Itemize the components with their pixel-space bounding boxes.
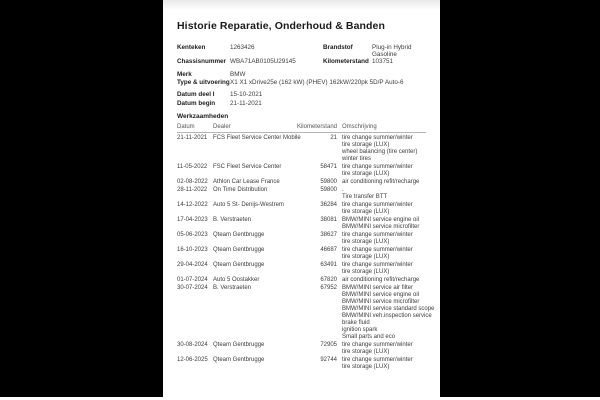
work-descriptions [342,232,426,246]
work-descriptions [342,217,426,231]
datum-begin-value: 21-11-2021 [230,100,262,107]
merk-label: Merk [177,71,192,78]
work-description-line: brake fluid [342,320,370,326]
work-description-line: tire storage (LUX) [342,364,390,370]
table-row [177,164,426,178]
work-description-line: tire change summer/winter [342,357,413,363]
table-row [177,217,426,231]
work-dealer: Qteam Gentbrugge [213,357,265,363]
work-km: 72905 [320,342,337,348]
work-description-line: wheel balancing (tire center) [342,149,418,155]
work-description-line: tire storage (LUX) [342,239,390,245]
kenteken-value: 1263426 [230,44,255,51]
table-row [177,342,426,356]
work-dealer: Auto 5 St- Denijs-Westrem [213,202,284,208]
header-dealer: Dealer [213,124,231,130]
work-description-line: Tire transfer BTT [342,194,388,200]
work-description-line: tire change summer/winter [342,262,413,268]
work-dealer: Auto 5 Oostakker [213,277,260,283]
kenteken-label: Kenteken [177,44,206,51]
table-row [177,357,426,371]
info-row [177,44,426,58]
work-km: 63491 [320,262,337,268]
work-description-line: tire storage (LUX) [342,171,390,177]
work-km: 67952 [320,285,337,291]
work-descriptions [342,164,426,178]
work-date: 11-05-2022 [177,164,208,170]
work-dealer: Qteam Gentbrugge [213,232,265,238]
work-descriptions [342,135,426,163]
header-omschrijving: Omschrijving [342,124,377,130]
work-date: 02-08-2022 [177,179,208,185]
work-descriptions [342,262,426,276]
brandstof-label: Brandstof [323,44,353,51]
work-km: 46687 [320,247,337,253]
work-dealer: Athlon Car Lease France [213,179,280,185]
datum-begin-label: Datum begin [177,100,216,107]
work-description-line: BMW/MINI service engine oil [342,292,420,298]
section-title-werkzaamheden: Werkzaamheden [177,113,229,120]
work-descriptions [342,247,426,261]
brandstof-value: Plug-in Hybrid Gasoline [372,44,412,58]
work-description-line: tire change summer/winter [342,232,413,238]
table-row [177,187,426,201]
work-description-line: BMW/MINI service microfilter [342,224,420,230]
kilometerstand-value: 103751 [372,58,394,65]
work-dealer: FSC Fleet Service Center [213,164,282,170]
work-description-line: air conditioning refit/recharge [342,179,420,185]
work-dealer: On Time Distribution [213,187,268,193]
work-descriptions [342,285,435,341]
work-date: 28-11-2022 [177,187,208,193]
info-row [177,71,426,78]
work-km: 92744 [320,357,337,363]
info-row [177,100,426,107]
work-descriptions [342,357,426,371]
work-date: 17-04-2023 [177,217,208,223]
header-kilometerstand: Kilometerstand [296,124,337,130]
work-date: 12-06-2025 [177,357,208,363]
header-datum: Datum [177,124,195,130]
kilometerstand-label: Kilometerstand [323,58,369,65]
info-row [177,79,426,86]
work-description-line: tire storage (LUX) [342,142,390,148]
work-description-line: BMW/MINI service standard scope [342,306,435,312]
work-description-line: Small parts and eco [342,334,396,340]
work-date: 30-07-2024 [177,285,208,291]
work-descriptions [342,342,426,356]
work-description-line: tire storage (LUX) [342,349,390,355]
work-description-line: tire change summer/winter [342,342,413,348]
table-row [177,262,426,276]
work-descriptions [342,202,426,216]
work-description-line: BMW/MINI veh.inspection service [342,313,432,319]
work-date: 21-11-2021 [177,135,208,141]
work-date: 30-08-2024 [177,342,208,348]
datum-deel1-value: 15-10-2021 [230,91,263,98]
work-dealer: B. Verstraeten [213,217,252,223]
table-row [177,135,426,163]
work-description-line: tire change summer/winter [342,202,413,208]
type-uitvoering-value: X1 X1 xDrive25e (162 kW) (PHEV) 162kW/220pk 5D/P Auto-6 [230,79,404,86]
work-date: 16-10-2023 [177,247,208,253]
work-km: 21 [330,135,337,141]
work-dealer: FCS Fleet Service Center Mobile [213,135,301,141]
table-header-row [177,124,426,133]
work-description-line: tire storage (LUX) [342,209,390,215]
chassisnummer-value: WBA71AB0105U29145 [230,58,296,65]
table-row [177,285,435,341]
work-date: 14-12-2022 [177,202,208,208]
work-dealer: Qteam Gentbrugge [213,247,265,253]
work-description-line: BMW/MINI service microfilter [342,299,420,305]
table-row [177,247,426,261]
work-dealer: Qteam Gentbrugge [213,262,265,268]
work-table-body [177,135,435,371]
work-date: 01-07-2024 [177,277,208,283]
work-description-line: BMW/MINI service engine oil [342,217,420,223]
work-description-line: tire change summer/winter [342,247,413,253]
work-km: 67820 [320,277,337,283]
table-row [177,202,426,216]
work-description-line: tire storage (LUX) [342,254,390,260]
work-description-line: tire change summer/winter [342,164,413,170]
table-row [177,232,426,246]
work-km: 38081 [320,217,337,223]
table-row [177,277,426,284]
work-dealer: Qteam Gentbrugge [213,342,265,348]
chassisnummer-label: Chassisnummer [177,58,226,65]
work-description-line: air conditioning refit/recharge [342,277,420,283]
work-date: 29-04-2024 [177,262,208,268]
work-descriptions [342,187,426,201]
work-km: 38627 [320,232,337,238]
work-dealer: B. Verstraeten [213,285,252,291]
work-description-line: winter tires [342,156,372,162]
work-km: 58471 [320,164,337,170]
page-title: Historie Reparatie, Onderhoud & Banden [177,20,385,32]
datum-deel1-label: Datum deel I [177,91,215,98]
work-km: 36284 [320,202,337,208]
work-descriptions [342,277,426,284]
work-descriptions [342,179,426,186]
merk-value: BMW [230,71,246,78]
info-row [177,58,426,65]
work-description-line: ignition spark [342,327,378,333]
info-row [177,91,426,98]
work-km: 59800 [320,187,337,193]
type-uitvoering-label: Type & uitvoering [177,79,230,86]
document-photo[interactable] [163,0,440,397]
work-date: 05-06-2023 [177,232,208,238]
work-description-line: tire change summer/winter [342,135,413,141]
work-description-line: . [342,187,344,193]
work-km: 59800 [320,179,337,185]
work-description-line: tire storage (LUX) [342,269,390,275]
work-description-line: BMW/MINI service air filter [342,285,414,291]
table-row [177,179,426,186]
